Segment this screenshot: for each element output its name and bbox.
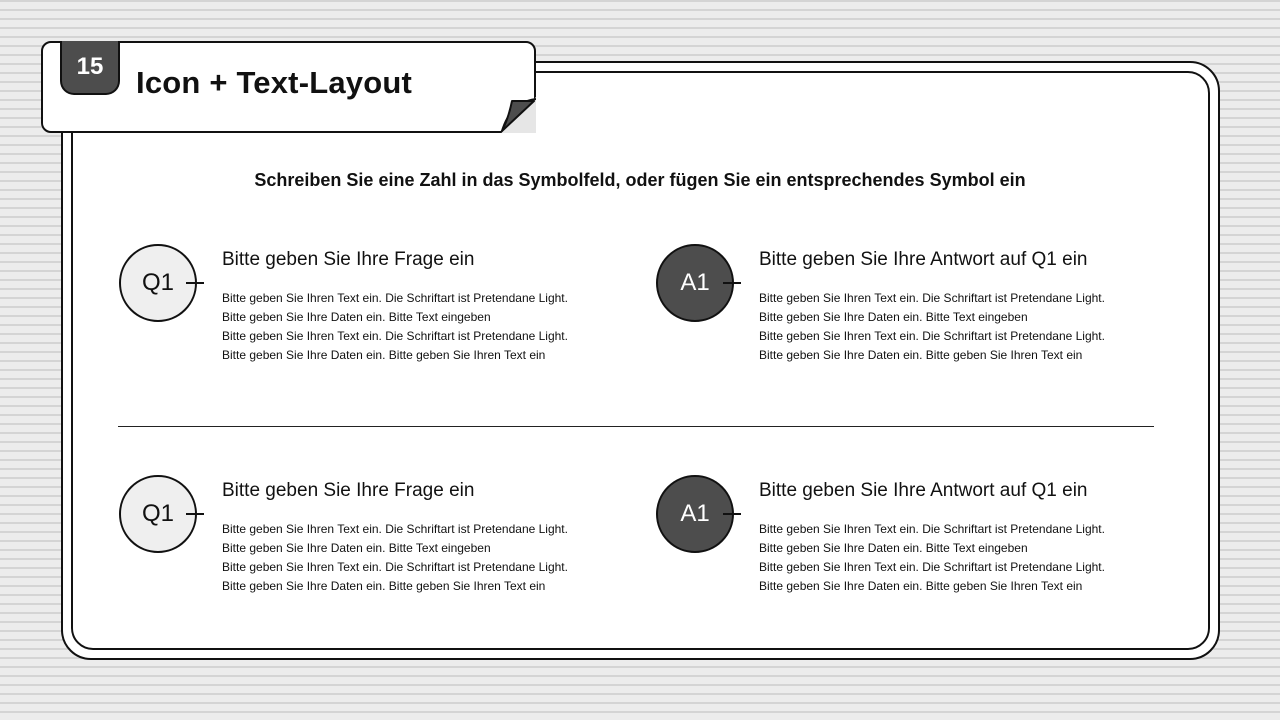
- connector-tick: [723, 513, 741, 515]
- a1-icon: A1: [656, 475, 734, 553]
- body-line: Bitte geben Sie Ihren Text ein. Die Schriftart ist Pretendane Light.: [222, 522, 568, 536]
- body-line: Bitte geben Sie Ihre Daten ein. Bitte geben Sie Ihren Text ein: [759, 348, 1083, 362]
- a1-icon: A1: [656, 244, 734, 322]
- connector-tick: [186, 513, 204, 515]
- body-line: Bitte geben Sie Ihren Text ein. Die Schriftart ist Pretendane Light.: [222, 329, 568, 343]
- body-line: Bitte geben Sie Ihre Daten ein. Bitte Text eingeben: [222, 310, 491, 324]
- body-line: Bitte geben Sie Ihren Text ein. Die Schriftart ist Pretendane Light.: [222, 291, 568, 305]
- page-curl-icon: [500, 97, 536, 133]
- slide-title: Icon + Text-Layout: [136, 65, 413, 100]
- body-line: Bitte geben Sie Ihren Text ein. Die Schriftart ist Pretendane Light.: [759, 522, 1105, 536]
- qa-block-answer-2: [655, 475, 1155, 605]
- section-divider: [118, 426, 1154, 427]
- qa-block-question-1: [118, 244, 618, 374]
- block-body: [759, 520, 1105, 596]
- title-tab: [41, 41, 536, 133]
- body-line: Bitte geben Sie Ihre Daten ein. Bitte geben Sie Ihren Text ein: [222, 579, 546, 593]
- q1-icon: Q1: [119, 244, 197, 322]
- body-line: Bitte geben Sie Ihre Daten ein. Bitte geben Sie Ihren Text ein: [222, 348, 546, 362]
- connector-tick: [723, 282, 741, 284]
- slide-subtitle: Schreiben Sie eine Zahl in das Symbolfeld, oder fügen Sie ein entsprechendes Symbol ein: [254, 170, 1026, 190]
- block-body: [759, 289, 1105, 365]
- block-heading: Bitte geben Sie Ihre Antwort auf Q1 ein: [759, 249, 1088, 270]
- block-heading: Bitte geben Sie Ihre Frage ein: [222, 249, 475, 270]
- body-line: Bitte geben Sie Ihre Daten ein. Bitte Text eingeben: [222, 541, 491, 555]
- body-line: Bitte geben Sie Ihre Daten ein. Bitte geben Sie Ihren Text ein: [759, 579, 1083, 593]
- body-line: Bitte geben Sie Ihren Text ein. Die Schriftart ist Pretendane Light.: [759, 329, 1105, 343]
- block-body: [222, 289, 568, 365]
- body-line: Bitte geben Sie Ihren Text ein. Die Schriftart ist Pretendane Light.: [759, 291, 1105, 305]
- connector-tick: [186, 282, 204, 284]
- slide-number-badge: 15: [60, 41, 120, 95]
- body-line: Bitte geben Sie Ihren Text ein. Die Schriftart ist Pretendane Light.: [759, 560, 1105, 574]
- block-heading: Bitte geben Sie Ihre Frage ein: [222, 480, 475, 501]
- qa-block-question-2: [118, 475, 618, 605]
- q1-icon: Q1: [119, 475, 197, 553]
- block-body: [222, 520, 568, 596]
- block-heading: Bitte geben Sie Ihre Antwort auf Q1 ein: [759, 480, 1088, 501]
- body-line: Bitte geben Sie Ihren Text ein. Die Schriftart ist Pretendane Light.: [222, 560, 568, 574]
- body-line: Bitte geben Sie Ihre Daten ein. Bitte Text eingeben: [759, 310, 1028, 324]
- body-line: Bitte geben Sie Ihre Daten ein. Bitte Text eingeben: [759, 541, 1028, 555]
- qa-block-answer-1: [655, 244, 1155, 374]
